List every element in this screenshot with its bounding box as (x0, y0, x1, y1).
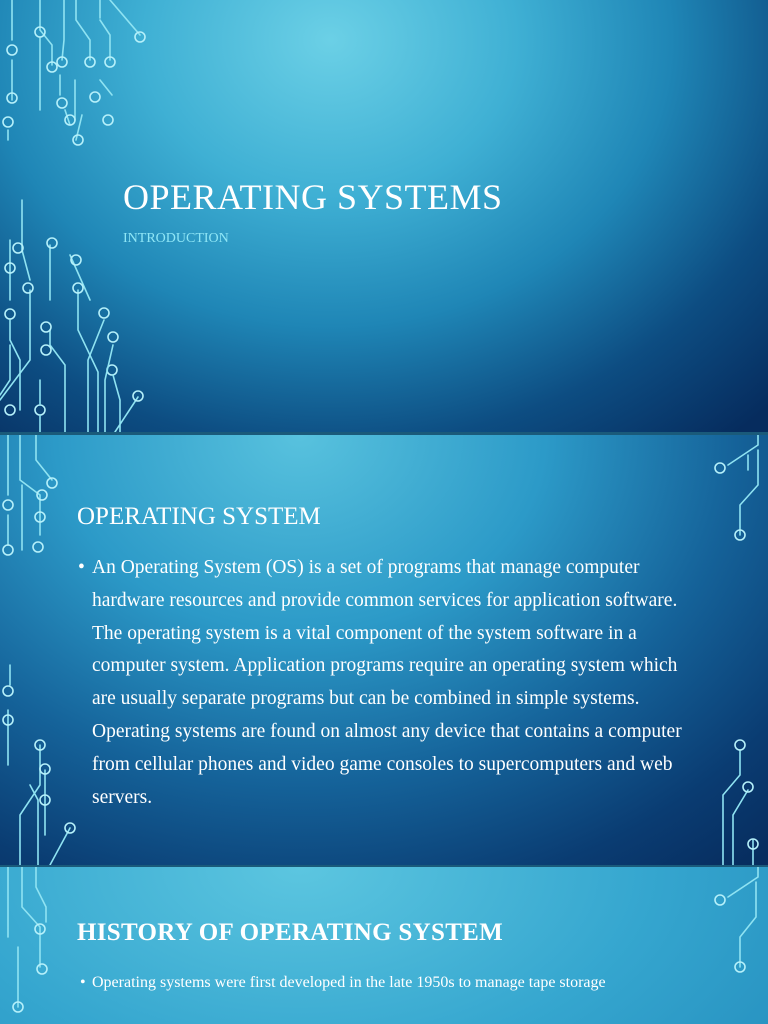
title-slide (0, 0, 768, 432)
slide-body-text: Operating systems were first developed in the late 1950s to manage tape storage (92, 974, 606, 991)
bullet-marker: • (78, 557, 85, 578)
content-slide (0, 435, 768, 865)
slide-body (78, 552, 698, 814)
circuit-decoration-left (0, 435, 90, 865)
circuit-decoration-right (688, 435, 768, 865)
circuit-decoration-right (688, 867, 768, 1024)
slide-body-text: An Operating System (OS) is a set of programs that manage computer hardware resources and provide common services for application software. The operating system is a vital component of the system software in a computer system. Application programs require an operating system which are usually separate programs but can be combined in simple systems. Operating systems are found on almost any device that contains a computer from cellular phones and video game consoles to supercomputers and web servers. (92, 557, 682, 808)
bullet-marker: • (80, 974, 86, 991)
slide-title: HISTORY OF OPERATING SYSTEM (77, 919, 504, 946)
content-slide (0, 867, 768, 1024)
slide-body (80, 968, 680, 998)
slide-title: OPERATING SYSTEMS (123, 177, 503, 217)
slide-title: OPERATING SYSTEM (77, 503, 321, 530)
slide-subtitle: INTRODUCTION (123, 231, 229, 246)
